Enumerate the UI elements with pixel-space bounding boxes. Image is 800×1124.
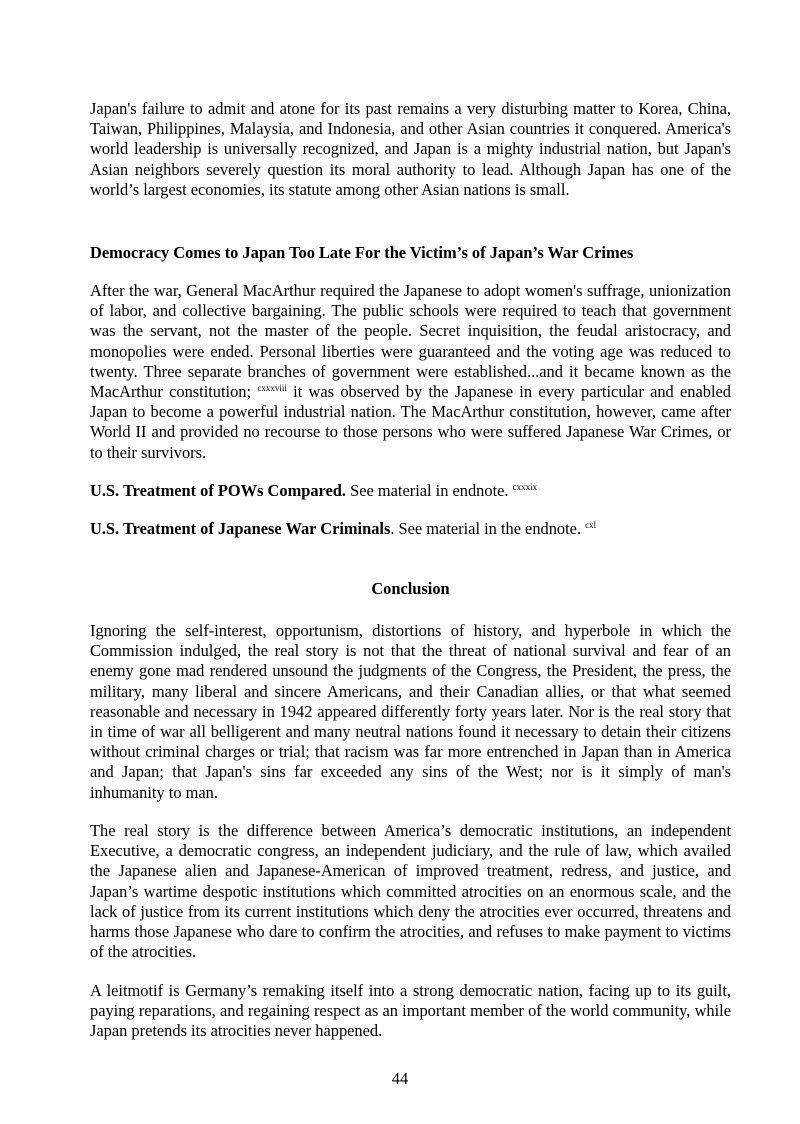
endnote-marker-cxl: cxl xyxy=(585,520,597,530)
pows-compared-text: See material in endnote. xyxy=(346,481,513,500)
paragraph-leitmotif: A leitmotif is Germany’s remaking itself into a strong democratic nation, facing up to its guilt, paying reparations, and regaining respect as an important member of the world community, while Japan pretends its atrocities never happened. xyxy=(90,981,731,1041)
paragraph-macarthur-part1: After the war, General MacArthur required the Japanese to adopt women's suffrage, unionization of labor, and collective bargaining. The public schools were required to teach that government was the servant, not the master of the people. Secret inquisition, the feudal aristocracy, and monopolies were ended. Personal liberties were guaranteed and the voting age was reduced to twenty. Three separate branches of government were established...and it became known as the MacArthur constitution; xyxy=(90,281,731,402)
conclusion-heading: Conclusion xyxy=(371,579,450,598)
paragraph-macarthur-part2: it was observed by the Japanese in every particular and enabled Japan to become a powerful industrial nation. The MacArthur constitution, however, came after World II and provided no recourse to those persons who were suffered Japanese War Crimes, or to their survivors. xyxy=(90,382,731,462)
paragraph-war-criminals xyxy=(90,519,731,539)
war-criminals-text: . See material in the endnote. xyxy=(390,519,586,538)
paragraph-japan-failure: Japan's failure to admit and atone for its past remains a very disturbing matter to Korea, China, Taiwan, Philippines, Malaysia, and Indonesia, and other Asian countries it conquered. America's world leadership is universally recognized, and Japan is a mighty industrial nation, but Japan's Asian neighbors severely question its moral authority to lead. Although Japan has one of the world’s largest economies, its statute among other Asian nations is small. xyxy=(90,99,731,199)
war-criminals-label: U.S. Treatment of Japanese War Criminals xyxy=(90,519,391,538)
paragraph-macarthur xyxy=(90,281,731,463)
pows-compared-label: U.S. Treatment of POWs Compared. xyxy=(90,481,347,500)
paragraph-ignoring: Ignoring the self-interest, opportunism, distortions of history, and hyperbole in which the Commission indulged, the real story is not that the threat of national survival and fear of an enemy gone mad rendered unsound the judgments of the Congress, the President, the press, the military, many liberal and sincere Americans, and their Canadian allies, or that what seemed reasonable and necessary in 1942 appeared differently forty years later. Nor is the real story that in time of war all belligerent and many neutral nations found it necessary to detain their citizens without criminal charges or trial; that racism was far more entrenched in Japan than in America and Japan; that Japan's sins far exceeded any sins of the West; nor is it simply of man's inhumanity to man. xyxy=(90,621,731,802)
endnote-marker-cxxxix: cxxxix xyxy=(512,482,538,492)
paragraph-pows-compared xyxy=(90,481,731,501)
section-heading-democracy: Democracy Comes to Japan Too Late For the Victim’s of Japan’s War Crimes xyxy=(90,243,634,262)
endnote-marker-cxxxviii: cxxxviii xyxy=(257,383,287,394)
paragraph-real-story: The real story is the difference between America’s democratic institutions, an independent Executive, a democratic congress, an independent judiciary, and the rule of law, which availed the Japanese alien and Japanese-American of improved treatment, redress, and justice, and Japan’s wartime despotic institutions which committed atrocities on an enormous scale, and the lack of justice from its current institutions which deny the atrocities ever occurred, threatens and harms those Japanese who dare to confirm the atrocities, and refuses to make payment to victims of the atrocities. xyxy=(90,821,731,962)
page-number: 44 xyxy=(391,1069,409,1088)
